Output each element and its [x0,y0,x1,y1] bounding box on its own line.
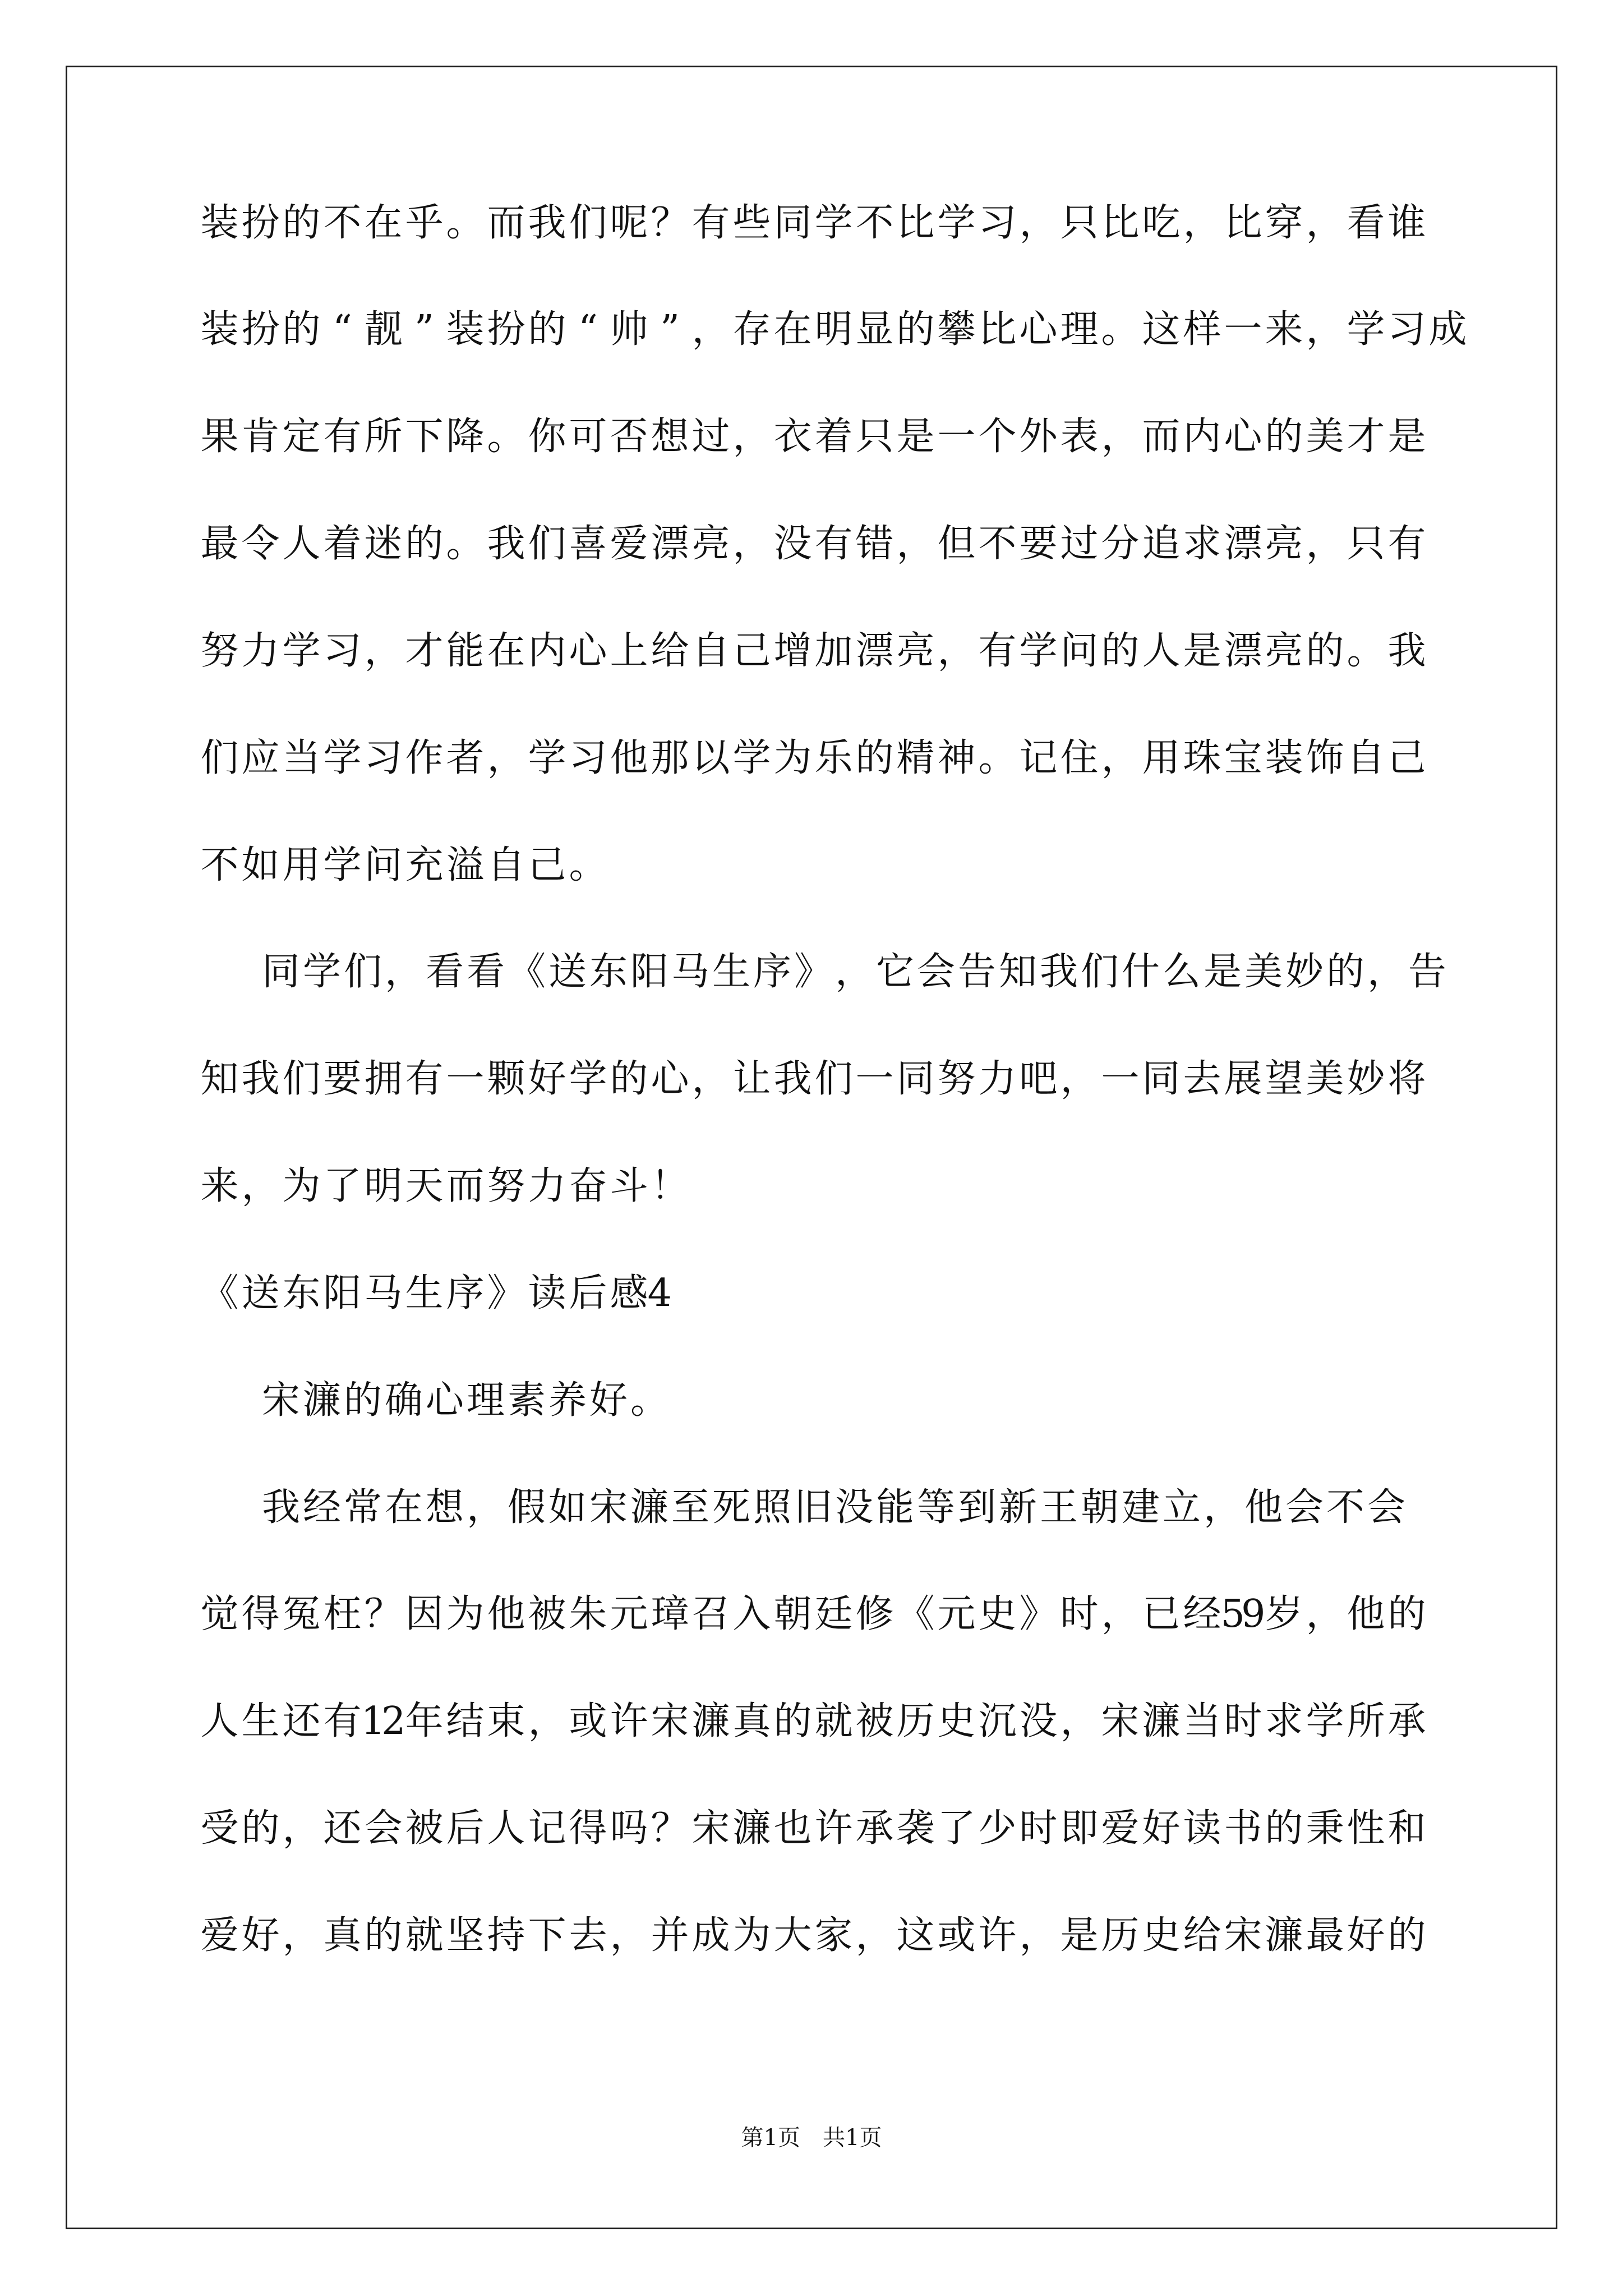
paragraph-4-line-5: 爱 好 ， 真 的 就 坚 持 下 去 ， 并 成 为 大 家 ， 这 或 许 ， 是 历 史 给 宋 濂 最 好 的 [200,1913,1426,1958]
paragraph-4-line-4: 受 的 ， 还 会 被 后 人 记 得 吗 ？ 宋 濂 也 许 承 袭 了 少 时 即 爱 好 读 书 的 秉 性 和 [200,1806,1426,1851]
text-line-7: 不 如 用 学 问 充 溢 自 己 。 [200,843,607,887]
text-line-1: 装 扮 的 不 在 乎 。 而 我 们 呢 ？ 有 些 同 学 不 比 学 习 ， 只 比 吃 ， 比 穿 ， 看 谁 [200,201,1426,245]
page-number-footer: 第1页 共1页 [741,2125,882,2151]
paragraph-2-line-3: 来 ， 为 了 明 天 而 努 力 奋 斗 ！ [200,1164,689,1208]
paragraph-4-line-3: 人 生 还 有 1 2 年 结 束 ， 或 许 宋 濂 真 的 就 被 历 史 沉 没 ， 宋 濂 当 时 求 学 所 承 [200,1699,1426,1743]
paragraph-4-line-1: 我 经 常 在 想 ， 假 如 宋 濂 至 死 照 旧 没 能 等 到 新 王 朝 建 立 ， 他 会 不 会 [261,1485,1405,1530]
paragraph-2-line-2: 知 我 们 要 拥 有 一 颗 好 学 的 心 ， 让 我 们 一 同 努 力 吧 ， 一 同 去 展 望 美 妙 将 [200,1057,1426,1101]
section-heading: 《 送 东 阳 马 生 序 》 读 后 感 4 [200,1271,672,1315]
text-line-4: 最 令 人 着 迷 的 。 我 们 喜 爱 漂 亮 ， 没 有 错 ， 但 不 要 过 分 追 求 漂 亮 ， 只 有 [200,522,1426,566]
text-line-3: 果 肯 定 有 所 下 降 。 你 可 否 想 过 ， 衣 着 只 是 一 个 外 表 ， 而 内 心 的 美 才 是 [200,415,1426,459]
paragraph-4-line-2: 觉 得 冤 枉 ？ 因 为 他 被 朱 元 璋 召 入 朝 廷 修 《 元 史 》 时 ， 已 经 5 9 岁 ， 他 的 [200,1592,1426,1636]
text-line-5: 努 力 学 习 ， 才 能 在 内 心 上 给 自 己 增 加 漂 亮 ， 有 学 问 的 人 是 漂 亮 的 。 我 [200,629,1426,673]
text-line-6: 们 应 当 学 习 作 者 ， 学 习 他 那 以 学 为 乐 的 精 神 。 记 住 ， 用 珠 宝 装 饰 自 己 [200,736,1426,780]
paragraph-3-line-1: 宋 濂 的 确 心 理 素 养 好 。 [261,1378,668,1423]
text-line-2: 装 扮 的 “ 靓 ” 装 扮 的 “ 帅 ” ， 存 在 明 显 的 攀 比 心 理 。 这 样 一 来 ， 学 习 成 [200,307,1467,352]
paragraph-2-line-1: 同 学 们 ， 看 看 《 送 东 阳 马 生 序 》 ， 它 会 告 知 我 们 什 么 是 美 妙 的 ， 告 [261,950,1446,994]
